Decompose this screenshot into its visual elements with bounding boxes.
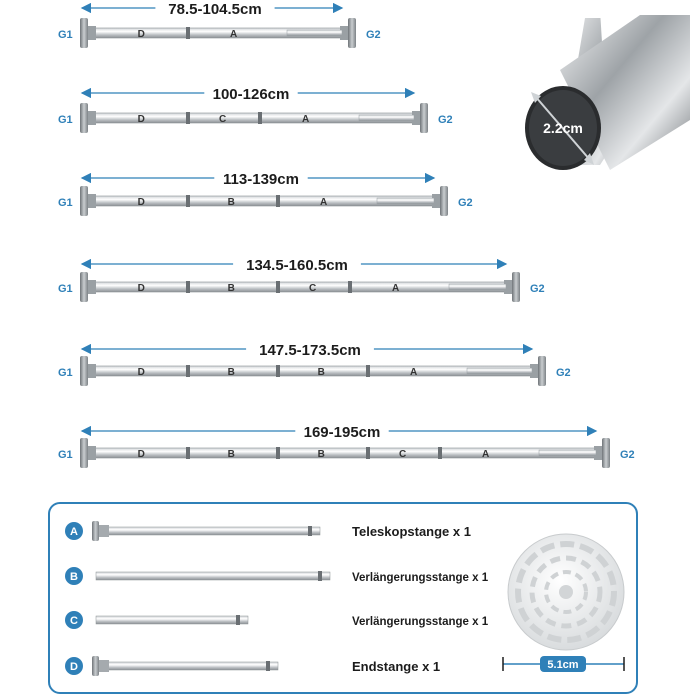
end-right-label: G2 (530, 283, 545, 295)
segment-joint (186, 195, 190, 207)
segment-label: D (137, 197, 145, 208)
end-cap-right (512, 272, 520, 302)
segment-label: C (308, 283, 317, 294)
length-range-label: 169-195cm (303, 424, 381, 441)
end-cap-right (538, 356, 546, 386)
end-left-label: G1 (58, 283, 73, 295)
segment-label: C (218, 114, 227, 125)
segment-label: A (301, 114, 310, 125)
end-cap-left (80, 103, 88, 133)
parts-legend-frame (48, 502, 638, 694)
segment-joint (276, 195, 280, 207)
segment-label: A (391, 283, 400, 294)
diameter-label: 2.2cm (543, 120, 583, 136)
part-badge-letter: B (70, 571, 78, 583)
segment-label: B (317, 367, 325, 378)
segment-label: D (137, 449, 145, 460)
rod-config-4 (58, 254, 545, 302)
end-right-label: G2 (458, 197, 473, 209)
rod-config-1 (58, 0, 381, 48)
part-name: Verlängerungsstange x 1 (352, 616, 489, 628)
part-name: Endstange x 1 (352, 659, 441, 674)
rod-configurations (58, 0, 635, 468)
segment-joint (258, 112, 262, 124)
end-cap-left (80, 356, 88, 386)
length-range-label: 100-126cm (212, 86, 290, 103)
segment-label: B (227, 197, 235, 208)
length-range-label: 134.5-160.5cm (246, 257, 348, 274)
rod-config-2 (58, 83, 453, 133)
tube-cross-section (525, 10, 690, 172)
segment-label: A (409, 367, 418, 378)
segment-joint (186, 281, 190, 293)
part-badge-letter: D (70, 661, 78, 673)
segment-joint (276, 365, 280, 377)
segment-label: D (137, 114, 145, 125)
segment-label: A (229, 29, 238, 40)
part-badge-letter: A (70, 526, 78, 538)
end-left-label: G1 (58, 197, 73, 209)
rod-tube (88, 448, 602, 458)
segment-joint (186, 27, 190, 39)
segment-joint (186, 112, 190, 124)
rod-tube (88, 282, 512, 292)
part-badge-letter: C (70, 615, 78, 627)
rod-config-6 (58, 421, 635, 468)
end-cap-left (80, 18, 88, 48)
end-left-label: G1 (58, 449, 73, 461)
end-cap-right (602, 438, 610, 468)
end-left-label: G1 (58, 367, 73, 379)
segment-joint (366, 365, 370, 377)
part-name: Verlängerungsstange x 1 (352, 572, 489, 584)
segment-joint (438, 447, 442, 459)
length-range-label: 147.5-173.5cm (259, 342, 361, 359)
end-left-label: G1 (58, 114, 73, 126)
segment-joint (348, 281, 352, 293)
segment-label: B (227, 367, 235, 378)
segment-label: D (137, 367, 145, 378)
segment-label: D (137, 283, 145, 294)
segment-joint (186, 365, 190, 377)
end-right-label: G2 (556, 367, 571, 379)
segment-label: B (227, 283, 235, 294)
pad-diameter-label: 5.1cm (547, 659, 579, 671)
rod-config-3 (58, 168, 473, 216)
segment-joint (276, 447, 280, 459)
end-cap-right (420, 103, 428, 133)
segment-joint (366, 447, 370, 459)
end-cap-right (440, 186, 448, 216)
segment-label: A (481, 449, 490, 460)
end-right-label: G2 (438, 114, 453, 126)
rod-config-5 (58, 339, 571, 386)
part-name: Teleskopstange x 1 (352, 524, 471, 539)
end-left-label: G1 (58, 29, 73, 41)
segment-label: C (398, 449, 407, 460)
length-range-label: 113-139cm (223, 171, 299, 188)
segment-joint (186, 447, 190, 459)
end-cap-left (80, 272, 88, 302)
end-cap-left (80, 186, 88, 216)
segment-label: B (317, 449, 325, 460)
segment-joint (276, 281, 280, 293)
end-right-label: G2 (620, 449, 635, 461)
end-cap-right (348, 18, 356, 48)
segment-label: A (319, 197, 328, 208)
end-right-label: G2 (366, 29, 381, 41)
length-range-label: 78.5-104.5cm (168, 1, 262, 18)
end-cap-left (80, 438, 88, 468)
segment-label: B (227, 449, 235, 460)
segment-label: D (137, 29, 145, 40)
